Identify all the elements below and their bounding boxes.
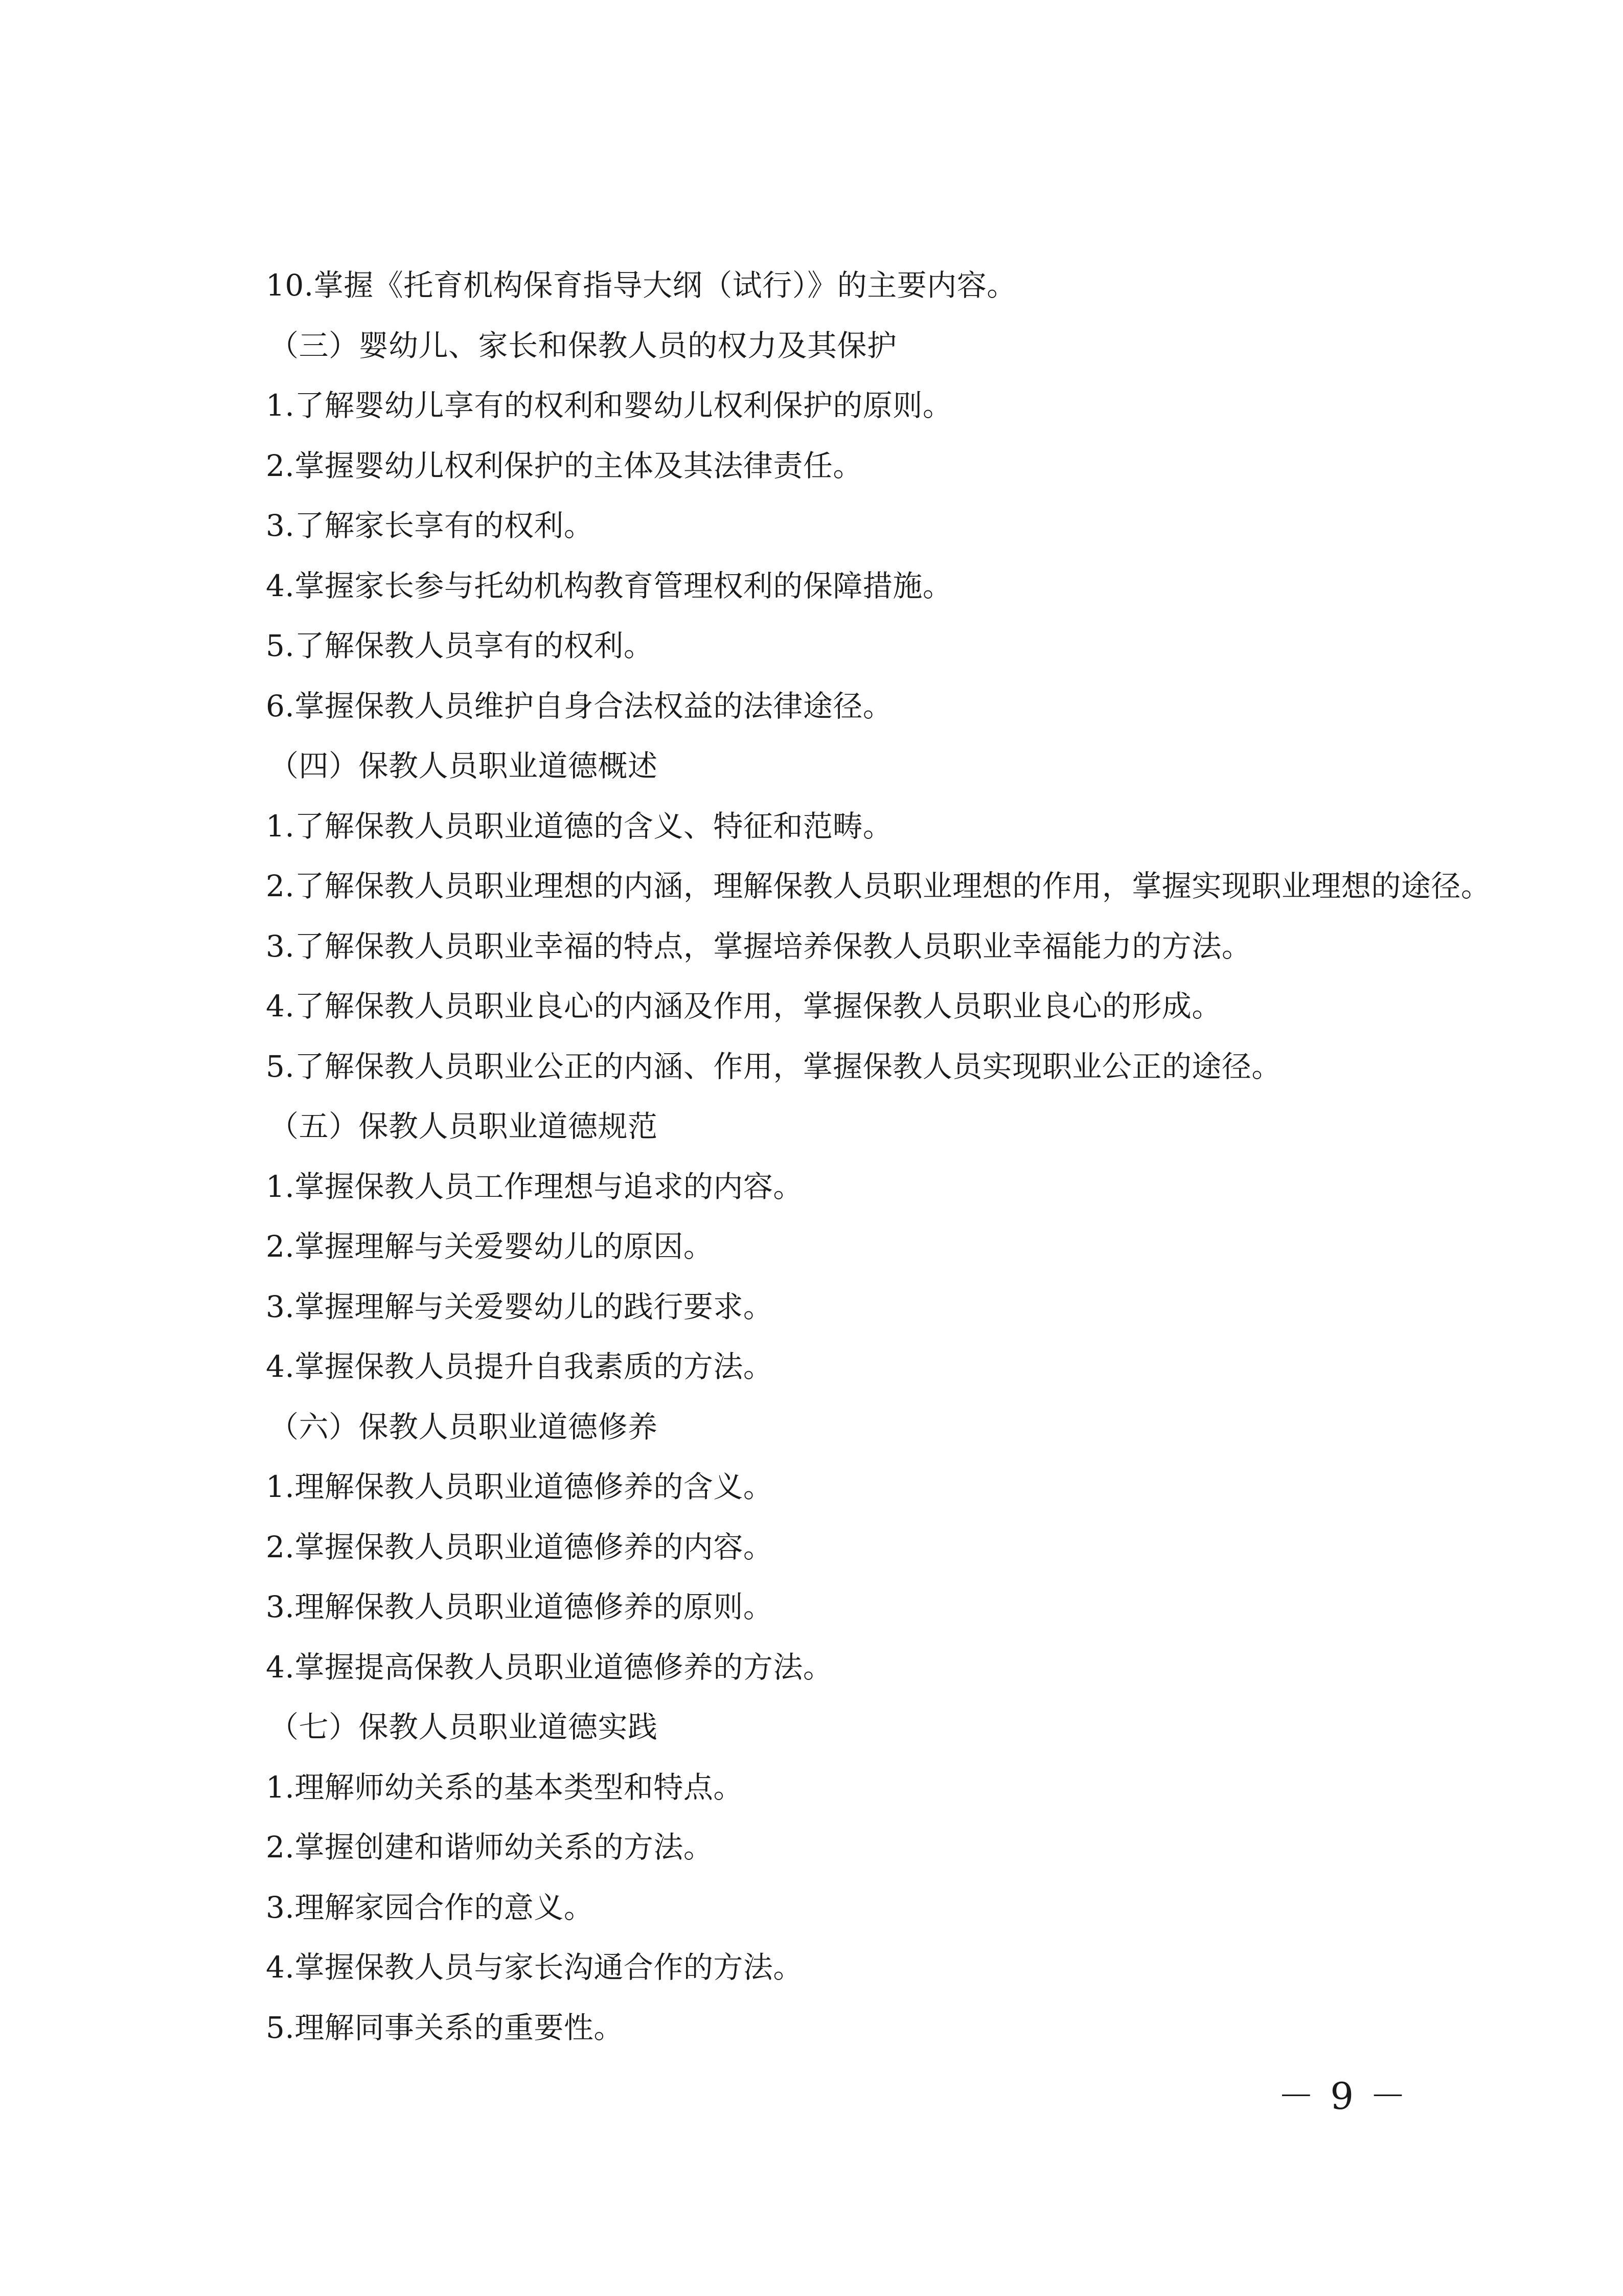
section-heading: （六）保教人员职业道德修养 <box>269 1409 658 1444</box>
list-item: 1.了解婴幼儿享有的权利和婴幼儿权利保护的原则。 <box>266 388 953 423</box>
list-item: 2.掌握理解与关爱婴幼儿的原因。 <box>266 1229 714 1264</box>
section-heading: （七）保教人员职业道德实践 <box>269 1710 658 1744</box>
list-item: 2.掌握保教人员职业道德修养的内容。 <box>266 1529 773 1564</box>
section-heading: （三）婴幼儿、家长和保教人员的权力及其保护 <box>269 328 897 363</box>
list-item: 1.掌握保教人员工作理想与追求的内容。 <box>266 1169 803 1204</box>
list-item: 3.理解保教人员职业道德修养的原则。 <box>266 1589 773 1624</box>
list-item: 5.了解保教人员职业公正的内涵、作用，掌握保教人员实现职业公正的途径。 <box>266 1049 1282 1084</box>
list-item: 4.掌握家长参与托幼机构教育管理权利的保障措施。 <box>266 568 953 603</box>
section-heading: （四）保教人员职业道德概述 <box>269 748 658 783</box>
list-item: 2.掌握创建和谐师幼关系的方法。 <box>266 1830 714 1865</box>
list-item: 4.了解保教人员职业良心的内涵及作用，掌握保教人员职业良心的形成。 <box>266 989 1222 1024</box>
list-item: 4.掌握提高保教人员职业道德修养的方法。 <box>266 1649 833 1685</box>
list-item: 3.了解保教人员职业幸福的特点，掌握培养保教人员职业幸福能力的方法。 <box>266 928 1252 964</box>
list-item: 5.了解保教人员享有的权利。 <box>266 628 654 663</box>
list-item: 1.理解保教人员职业道德修养的含义。 <box>266 1469 773 1504</box>
list-item: 6.掌握保教人员维护自身合法权益的法律途径。 <box>266 688 893 723</box>
page-number: － 9 － <box>1277 2075 1408 2118</box>
list-item: 1.了解保教人员职业道德的含义、特征和范畴。 <box>266 808 893 844</box>
page-body <box>266 256 1491 2058</box>
section-heading: （五）保教人员职业道德规范 <box>269 1109 658 1144</box>
list-item: 3.了解家长享有的权利。 <box>266 508 594 543</box>
list-item: 2.了解保教人员职业理想的内涵，理解保教人员职业理想的作用，掌握实现职业理想的途径。 <box>266 869 1491 903</box>
list-item: 3.理解家园合作的意义。 <box>266 1890 594 1925</box>
list-item: 2.掌握婴幼儿权利保护的主体及其法律责任。 <box>266 448 863 483</box>
list-item: 10.掌握《托育机构保育指导大纲（试行）》的主要内容。 <box>266 268 1017 303</box>
list-item: 3.掌握理解与关爱婴幼儿的践行要求。 <box>266 1289 773 1324</box>
list-item: 4.掌握保教人员与家长沟通合作的方法。 <box>266 1950 803 1985</box>
list-item: 4.掌握保教人员提升自我素质的方法。 <box>266 1349 773 1384</box>
list-item: 5.理解同事关系的重要性。 <box>266 2010 624 2045</box>
list-item: 1.理解师幼关系的基本类型和特点。 <box>266 1769 743 1805</box>
